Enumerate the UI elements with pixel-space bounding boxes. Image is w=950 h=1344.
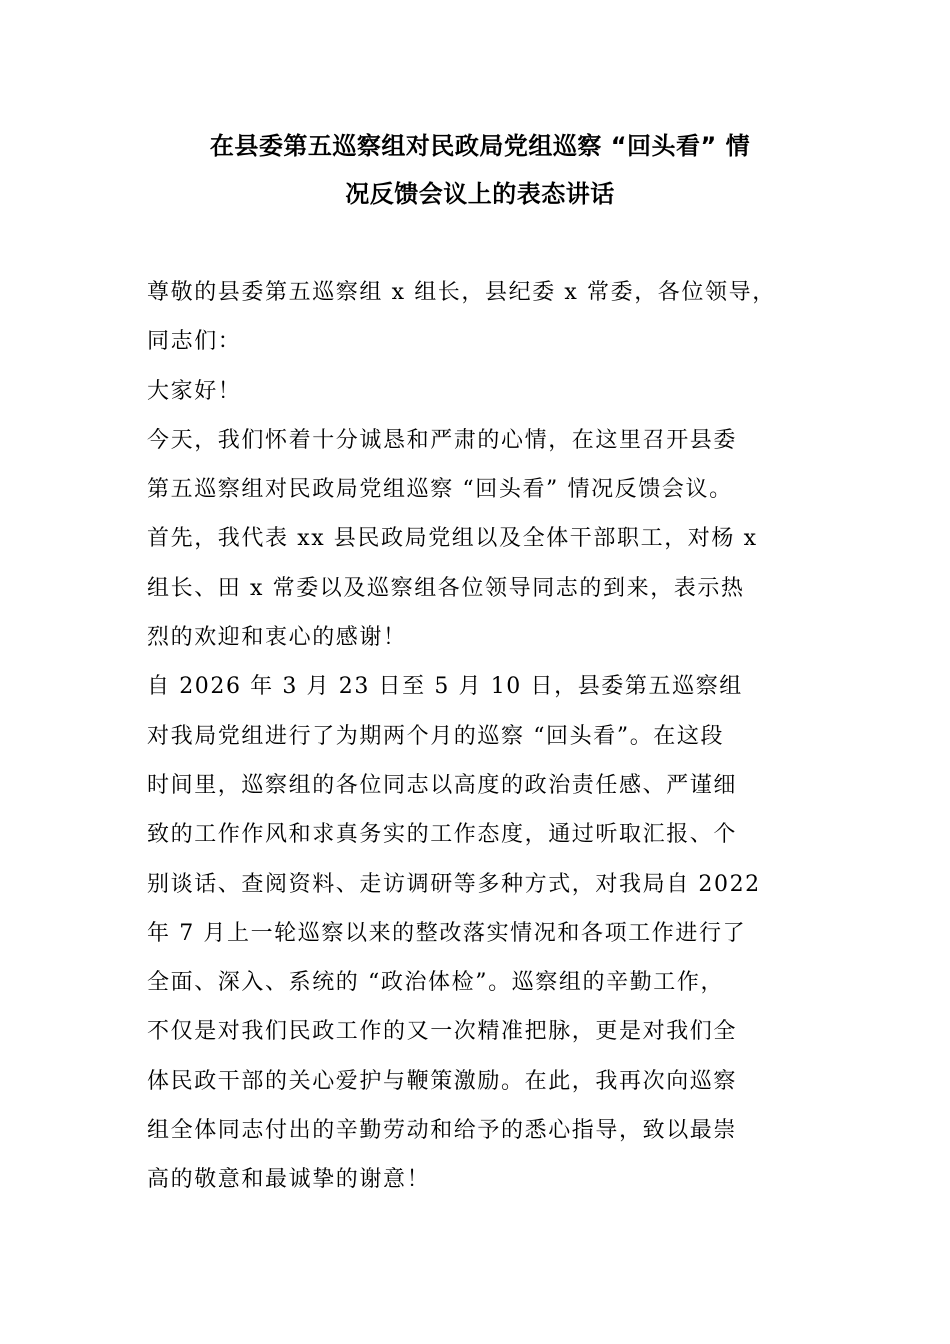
paragraph-line: 组全体同志付出的辛勤劳动和给予的悉心指导，致以最崇: [147, 1118, 738, 1144]
paragraph-line: 不仅是对我们民政工作的又一次精准把脉，更是对我们全: [147, 1019, 738, 1045]
salutation-line: 尊敬的县委第五巡察组 x 组长，县纪委 x 常委，各位领导，: [147, 280, 776, 305]
document-body: [147, 268, 817, 1205]
paragraph-line: 致的工作作风和求真务实的工作态度，通过听取汇报、个: [147, 822, 738, 848]
paragraph-line: 全面、深入、系统的 “政治体检”。巡察组的辛勤工作，: [147, 970, 725, 996]
paragraph-line: 组长、田 x 常委以及巡察组各位领导同志的到来，表示热: [147, 575, 745, 601]
salutation-line: 同志们：: [147, 329, 242, 355]
greeting-line: 大家好！: [147, 378, 242, 404]
paragraph-line: 烈的欢迎和衷心的感谢！: [147, 625, 407, 651]
paragraph-line: 年 7 月上一轮巡察以来的整改落实情况和各项工作进行了: [147, 920, 747, 946]
paragraph-line: 今天，我们怀着十分诚恳和严肃的心情，在这里召开县委: [147, 427, 738, 453]
title-line: 在县委第五巡察组对民政局党组巡察 “回头看” 情: [209, 132, 751, 160]
paragraph-line: 体民政干部的关心爱护与鞭策激励。在此，我再次向巡察: [147, 1068, 738, 1094]
paragraph-line: 时间里，巡察组的各位同志以高度的政治责任感、严谨细: [147, 772, 738, 798]
paragraph-line: 对我局党组进行了为期两个月的巡察 “回头看”。在这段: [147, 723, 725, 749]
document-title: [145, 122, 815, 218]
paragraph-line: 自 2026 年 3 月 23 日至 5 月 10 日，县委第五巡察组: [147, 674, 743, 700]
paragraph-line: 第五巡察组对民政局党组巡察 “回头看” 情况反馈会议。: [147, 477, 733, 503]
paragraph-line: 首先，我代表 xx 县民政局党组以及全体干部职工，对杨 x: [147, 526, 758, 552]
title-line: 况反馈会议上的表态讲话: [345, 180, 615, 208]
paragraph-line: 高的敬意和最诚挚的谢意！: [147, 1167, 431, 1193]
paragraph-line: 别谈话、查阅资料、走访调研等多种方式，对我局自 2022: [147, 871, 761, 897]
